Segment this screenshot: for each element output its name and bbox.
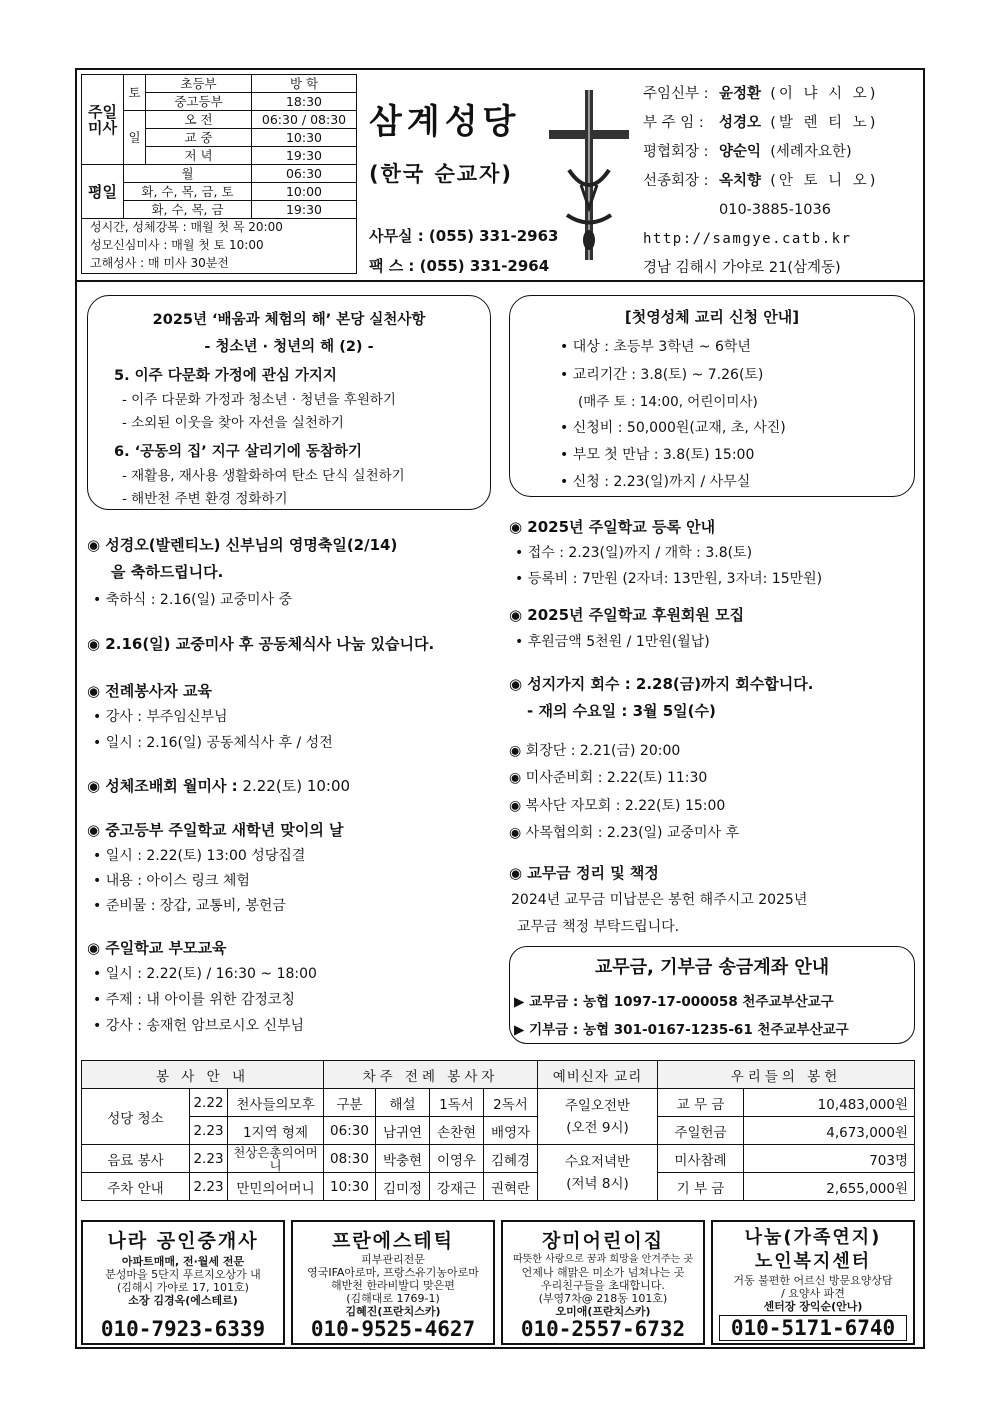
ad-line: 센터장 장익순(안나) [763, 1300, 863, 1313]
meal-title: ◉ 2.16(일) 교중미사 후 공동체식사 나눔 있습니다. [87, 635, 435, 653]
saturday-label: 토 [124, 75, 146, 111]
mass-time: 06:30 / 08:30 [252, 111, 357, 129]
account-box [509, 946, 915, 1044]
feast-item: • 축하식 : 2.16(일) 교중미사 중 [93, 589, 292, 609]
header-divider [77, 280, 923, 282]
service-cell: 08:30 [324, 1145, 376, 1173]
mass-name: 오 전 [146, 111, 252, 129]
church-address: 경남 김해시 가야로 21(삼계동) [643, 260, 841, 276]
mass-name: 화, 수, 목, 금 [124, 201, 252, 219]
service-header: 우리들의 봉헌 [658, 1061, 915, 1089]
ad-phone: 010-7923-6339 [100, 1317, 266, 1341]
offering-value: 2,655,000원 [744, 1173, 915, 1201]
registration-item: • 접수 : 2.23(일)까지 / 개학 : 3.8(토) [515, 542, 752, 562]
altar-item: • 일시 : 2.16(일) 공동체식사 후 / 성전 [93, 732, 333, 752]
staff-role: 주임신부 : [643, 86, 709, 102]
communion-item: • 대상 : 초등부 3학년 ~ 6학년 [560, 336, 751, 356]
account-title: 교무금, 기부금 송금계좌 안내 [594, 957, 830, 978]
service-cell: 손찬현 [430, 1117, 484, 1145]
palm-title: ◉ 성지가지 회수 : 2.28(금)까지 회수합니다. [509, 675, 814, 693]
weekday-mass-label: 평일 [82, 165, 124, 219]
ad-line: (김해시 가야로 17, 101호) [117, 1281, 249, 1294]
ad-line: 피부관리전문 [361, 1253, 425, 1266]
adoration-title: ◉ 성체조배회 월미사 : [87, 777, 238, 795]
parent-item: • 주제 : 내 아이를 위한 감정코칭 [93, 989, 295, 1009]
ad-line: 언제나 해맑은 미소가 넘쳐나는 곳 [521, 1266, 685, 1279]
mass-time: 06:30 [252, 165, 357, 183]
practice-item-6a: - 재활용, 재사용 생활화하여 탄소 단식 실천하기 [122, 468, 405, 484]
ad-line: 오미애(프란치스카) [555, 1305, 651, 1318]
service-date: 2.23 [190, 1117, 228, 1145]
dues-text: 교무금 책정 부탁드립니다. [517, 919, 680, 935]
mass-name: 월 [124, 165, 252, 183]
practice-box [87, 295, 491, 510]
staff-row [643, 167, 919, 196]
catechumen-morning: 주일오전반 (오전 9시) [538, 1089, 658, 1145]
catechumen-evening: 수요저녁반 (저녁 8시) [538, 1145, 658, 1201]
staff-row [643, 138, 919, 167]
service-cell: 06:30 [324, 1117, 376, 1145]
service-cell: 구분 [324, 1089, 376, 1117]
sunday-mass-label: 주일 미사 [82, 75, 124, 165]
bulletin-page [75, 68, 925, 1349]
staff-saint: (세례자요한) [770, 144, 852, 160]
communion-note: (매주 토 : 14:00, 어린이미사) [578, 394, 758, 410]
account-row: ▶ 교무금 : 농협 1097-17-000058 천주교부산교구 [514, 994, 834, 1010]
staff-row [643, 109, 919, 138]
offering-value: 4,673,000원 [744, 1117, 915, 1145]
ad-line: 분성마을 5단지 푸르지오상가 내 [105, 1268, 261, 1281]
practice-item-6: 6. ‘공동의 집’ 지구 살리기에 동참하기 [114, 444, 362, 460]
service-group: 1지역 형제 [228, 1117, 324, 1145]
service-header: 봉 사 안 내 [82, 1061, 324, 1089]
sponsor-title: ◉ 2025년 주일학교 후원회원 모집 [509, 606, 745, 624]
practice-item-6b: - 해반천 주변 환경 정화하기 [122, 491, 288, 507]
practice-item-5: 5. 이주 다문화 가정에 관심 가지지 [114, 368, 337, 384]
staff-saint: (발 렌 티 노) [770, 115, 879, 131]
staff-role: 부 주 임 : [643, 115, 704, 131]
mass-name: 화, 수, 목, 금, 토 [124, 183, 252, 201]
offering-value: 10,483,000원 [744, 1089, 915, 1117]
mass-time: 19:30 [252, 201, 357, 219]
youth-title: ◉ 중고등부 주일학교 새학년 맞이의 날 [87, 821, 344, 839]
office-phone: 사무실 : (055) 331-2963 [369, 227, 559, 245]
ad-line: (부영7차@ 218동 101호) [538, 1292, 668, 1305]
ad-name: 나라 공인중개사 [107, 1230, 259, 1252]
church-subtitle: (한국 순교자) [369, 162, 513, 186]
mass-time: 10:00 [252, 183, 357, 201]
ad-line: 소장 김경옥(에스테르) [128, 1294, 238, 1307]
ad-line: 김혜진(프란치스카) [345, 1305, 441, 1318]
ad-line: 거동 불편한 어르신 방문요양상담 [733, 1274, 893, 1287]
ad-phone: 010-9525-4627 [310, 1317, 476, 1341]
adoration-line [87, 775, 350, 796]
communion-item: • 신청비 : 50,000원(교재, 초, 사진) [560, 417, 786, 437]
communion-item: • 부모 첫 만남 : 3.8(토) 15:00 [560, 444, 754, 464]
service-cell: 해설 [376, 1089, 430, 1117]
ad-name: 장미어린이집 [541, 1230, 665, 1252]
church-title: 삼계성당 [369, 102, 521, 142]
mass-name: 저 녁 [146, 147, 252, 165]
registration-item: • 등록비 : 7만원 (2자녀: 13만원, 3자녀: 15만원) [515, 568, 822, 588]
service-cell: 권혁란 [484, 1173, 538, 1201]
offering-value: 703명 [744, 1145, 915, 1173]
altar-title: ◉ 전례봉사자 교육 [87, 682, 212, 700]
cross-sword-logo-icon [539, 90, 639, 260]
offering-label: 교 무 금 [658, 1089, 744, 1117]
service-cell: 이영우 [430, 1145, 484, 1173]
website-link[interactable]: http://samgye.catb.kr [643, 231, 852, 247]
practice-subtitle: - 청소년 · 청년의 해 (2) - [204, 339, 374, 355]
communion-title: [첫영성체 교리 신청 안내] [624, 308, 800, 326]
staff-name: 옥치향 [719, 173, 762, 189]
service-drinks: 음료 봉사 [82, 1145, 190, 1173]
ad-line: (김해대로 1769-1) [346, 1292, 440, 1305]
staff-name: 양순익 [719, 144, 762, 160]
sponsor-item: • 후원금액 5천원 / 1만원(월납) [515, 631, 710, 651]
parent-item: • 강사 : 송재헌 암브로시오 신부님 [93, 1015, 304, 1035]
service-group: 천상은총의어머니 [228, 1145, 324, 1173]
registration-title: ◉ 2025년 주일학교 등록 안내 [509, 518, 716, 536]
staff-list [643, 80, 919, 283]
staff-saint: (이 냐 시 오) [770, 86, 879, 102]
dues-title: ◉ 교무금 정리 및 책정 [509, 864, 659, 882]
ad-name: 프란에스테틱 [331, 1230, 455, 1252]
service-parking: 주차 안내 [82, 1173, 190, 1201]
service-cell: 1독서 [430, 1089, 484, 1117]
service-cell: 박충현 [376, 1145, 430, 1173]
staff-saint: (안 토 니 오) [770, 173, 879, 189]
communion-item: • 신청 : 2.23(일)까지 / 사무실 [560, 471, 750, 491]
service-cleaning: 성당 청소 [82, 1089, 190, 1145]
practice-item-5a: - 이주 다문화 가정과 청소년 · 청년을 후원하기 [122, 392, 396, 408]
ad-line: 영국IFA아로마, 프랑스유기농아로마 [307, 1266, 479, 1279]
service-date: 2.22 [190, 1089, 228, 1117]
offering-label: 기 부 금 [658, 1173, 744, 1201]
feast-title: ◉ 성경오(발렌티노) 신부님의 영명축일(2/14) [87, 536, 398, 554]
staff-row [643, 80, 919, 109]
staff-role: 평협회장 : [643, 144, 709, 160]
youth-item: • 준비물 : 장갑, 교통비, 봉헌금 [93, 895, 286, 915]
service-cell: 2독서 [484, 1089, 538, 1117]
feast-title-2: 을 축하드립니다. [111, 563, 224, 581]
service-date: 2.23 [190, 1173, 228, 1201]
ad-line: 따뜻한 사랑으로 꿈과 희망을 안겨주는 곳 [512, 1254, 694, 1265]
meeting-item: ◉ 복사단 자모회 : 2.22(토) 15:00 [509, 798, 726, 814]
ad-esthetic [291, 1220, 495, 1345]
service-header: 예비신자 교리 [538, 1061, 658, 1089]
offering-label: 미사참례 [658, 1145, 744, 1173]
communion-item: • 교리기간 : 3.8(토) ~ 7.26(토) [560, 364, 763, 384]
dues-text: 2024년 교무금 미납분은 봉헌 해주시고 2025년 [511, 892, 808, 908]
palm-sub: - 재의 수요일 : 3월 5일(수) [527, 702, 716, 720]
mass-time: 방 학 [252, 75, 357, 93]
meeting-item: ◉ 미사준비회 : 2.22(토) 11:30 [509, 770, 708, 786]
sunday-label: 일 [124, 111, 146, 165]
service-group: 만민의어머니 [228, 1173, 324, 1201]
service-group: 천사들의모후 [228, 1089, 324, 1117]
adoration-time: 2.22(토) 10:00 [237, 777, 351, 795]
communion-box [509, 295, 915, 497]
service-date: 2.23 [190, 1145, 228, 1173]
altar-item: • 강사 : 부주임신부님 [93, 706, 228, 726]
note-line: 고해성사 : 매 미사 30분전 [90, 256, 229, 270]
service-cell: 배영자 [484, 1117, 538, 1145]
ad-line: 해반천 한라비발디 맞은편 [331, 1279, 455, 1292]
offering-label: 주일헌금 [658, 1117, 744, 1145]
ad-phone: 010-2557-6732 [520, 1317, 686, 1341]
staff-role: 선종회장 : [643, 173, 709, 189]
ad-daycare [501, 1220, 705, 1345]
mass-time: 10:30 [252, 129, 357, 147]
staff-name: 윤정환 [719, 86, 762, 102]
meeting-item: ◉ 사목협의회 : 2.23(일) 교중미사 후 [509, 825, 740, 841]
service-cell: 남귀연 [376, 1117, 430, 1145]
ad-senior-center [711, 1220, 915, 1345]
service-header: 차주 전례 봉사자 [324, 1061, 538, 1089]
fax-number: 팩 스 : (055) 331-2964 [369, 257, 550, 275]
parent-title: ◉ 주일학교 부모교육 [87, 939, 227, 957]
ad-name: 나눔(가족연지) 노인복지센터 [744, 1227, 882, 1272]
mass-notes [81, 218, 357, 274]
ad-line: / 요양사 파견 [781, 1287, 845, 1300]
ad-line: 우리친구들을 초대합니다. [541, 1279, 665, 1292]
mass-time: 19:30 [252, 147, 357, 165]
youth-item: • 내용 : 아이스 링크 체험 [93, 870, 250, 890]
staff-phone: 010-3885-1036 [719, 202, 831, 218]
service-cell: 김혜경 [484, 1145, 538, 1173]
staff-name: 성경오 [719, 115, 762, 131]
note-line: 성시간, 성체강복 : 매월 첫 목 20:00 [90, 220, 283, 234]
service-table [81, 1060, 915, 1201]
ad-line: 아파트매매, 전·월세 전문 [121, 1255, 245, 1268]
service-cell: 김미정 [376, 1173, 430, 1201]
mass-name: 교 중 [146, 129, 252, 147]
youth-item: • 일시 : 2.22(토) 13:00 성당집결 [93, 845, 305, 865]
mass-time: 18:30 [252, 93, 357, 111]
service-cell: 강재근 [430, 1173, 484, 1201]
mass-name: 중고등부 [146, 93, 252, 111]
service-cell: 10:30 [324, 1173, 376, 1201]
practice-title: 2025년 ‘배움과 체험의 해’ 본당 실천사항 [152, 312, 426, 328]
ad-phone: 010-5171-6740 [719, 1315, 907, 1341]
account-row: ▶ 기부금 : 농협 301-0167-1235-61 천주교부산교구 [514, 1022, 849, 1038]
mass-name: 초등부 [146, 75, 252, 93]
mass-schedule-table [81, 74, 357, 219]
ad-realtor [81, 1220, 285, 1345]
meeting-item: ◉ 회장단 : 2.21(금) 20:00 [509, 743, 681, 759]
practice-item-5b: - 소외된 이웃을 찾아 자선을 실천하기 [122, 415, 344, 431]
parent-item: • 일시 : 2.22(토) / 16:30 ~ 18:00 [93, 963, 317, 983]
note-line: 성모신심미사 : 매월 첫 토 10:00 [90, 238, 264, 252]
